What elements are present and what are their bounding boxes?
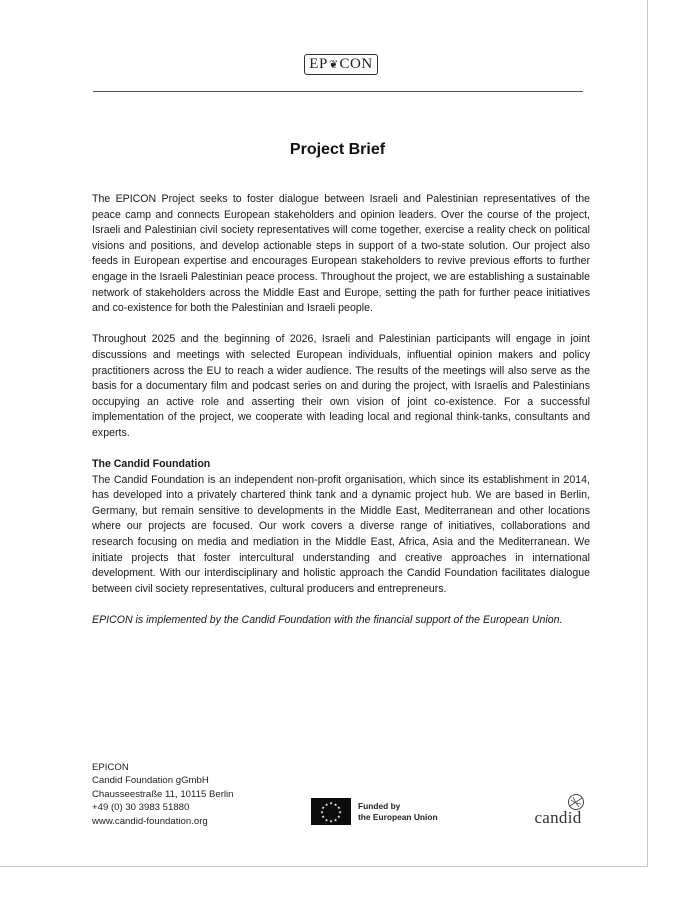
page-title: Project Brief xyxy=(289,141,386,158)
eu-funding-text xyxy=(358,801,438,823)
epicon-logo xyxy=(304,54,378,75)
svg-text:★: ★ xyxy=(333,817,338,823)
eu-line-2: the European Union xyxy=(358,811,438,822)
svg-text:★: ★ xyxy=(329,818,333,824)
logo-text-right: CON xyxy=(339,56,373,72)
eu-line-1: Funded by xyxy=(358,800,401,811)
document-body xyxy=(92,192,590,644)
footer-website: www.candid-foundation.org xyxy=(92,815,208,827)
svg-text:★: ★ xyxy=(337,814,341,820)
paragraph-timeline: Throughout 2025 and the beginning of 2026, Israeli and Palestinian participants will engage in joint discussions and meetings with selected European individuals, influential opinion makers and policy practitioners across the EU to reach a wider audience. The results of the meetings will also serve as the basis for a documentary film and podcast series on and during the project, with Israelis and Palestinians occupying an active role and asserting their own vision of joint co-existence. For a successful implementation of the project, we cooperate with leading local and regional think-tanks, consultants and experts. xyxy=(92,333,590,439)
svg-text:★: ★ xyxy=(337,805,341,811)
eu-funding-logo xyxy=(311,798,438,825)
svg-text:★: ★ xyxy=(324,801,329,807)
header-divider xyxy=(93,91,583,92)
svg-text:★: ★ xyxy=(324,817,329,823)
funding-statement: EPICON is implemented by the Candid Foundation with the financial support of the European Union. xyxy=(92,614,563,627)
svg-text:★: ★ xyxy=(338,809,342,815)
candid-logo xyxy=(526,793,590,829)
paragraph-foundation: The Candid Foundation is an independent non-profit organisation, which since its establishment in 2014, has developed into a privately chartered think tank and a dynamic project hub. We are based in Berlin, Germany, but remain sensitive to developments in the Middle East, Mediterranean and other locations where our projects are focused. Our work covers a diverse range of initiatives, collaborations and research focusing on media and mediation in the Middle East, Africa, Asia and the Mediterranean. We initiate projects that foster intercultural understanding and creative approaches in international development. With our interdisciplinary and holistic approach the Candid Foundation facilitates dialogue between civil society representatives, cultural producers and entrepreneurs. xyxy=(92,473,590,595)
candid-wordmark: candid xyxy=(534,808,582,827)
footer-line: EPICON xyxy=(92,762,129,773)
svg-text:★: ★ xyxy=(320,809,324,815)
page-margin-area xyxy=(0,867,675,922)
logo-text-left: EP xyxy=(309,56,328,72)
footer-address xyxy=(92,761,234,828)
eu-flag-icon xyxy=(311,798,351,825)
leaf-icon: ❦ xyxy=(328,59,339,71)
foundation-heading: The Candid Foundation xyxy=(92,458,211,471)
footer-line: Chausseestraße 11, 10115 Berlin xyxy=(92,788,234,800)
footer-line: +49 (0) 30 3983 51880 xyxy=(92,802,190,814)
eu-stars-icon xyxy=(311,798,351,825)
footer-line: Candid Foundation gGmbH xyxy=(92,775,209,787)
paragraph-intro: The EPICON Project seeks to foster dialogue between Israeli and Palestinian representatives of the peace camp and connects European stakeholders and opinion leaders. Over the course of the project, Israeli and Palestinian civil society representatives will come together, exercise a reality check on political visions and positions, and develop actionable steps in support of a two-state solution. Our project also feeds in European expertise and encourages European stakeholders to revive previous efforts to further engage in the Israeli Palestinian peace process. Throughout the project, we are establishing a sustainable network of stakeholders across the Middle East and Europe, setting the path for further peace initiatives and co-existence for both the Palestinian and Israeli people. xyxy=(92,193,590,315)
svg-text:★: ★ xyxy=(329,800,333,806)
svg-text:★: ★ xyxy=(333,801,338,807)
svg-text:★: ★ xyxy=(321,814,325,820)
svg-text:★: ★ xyxy=(321,805,325,811)
